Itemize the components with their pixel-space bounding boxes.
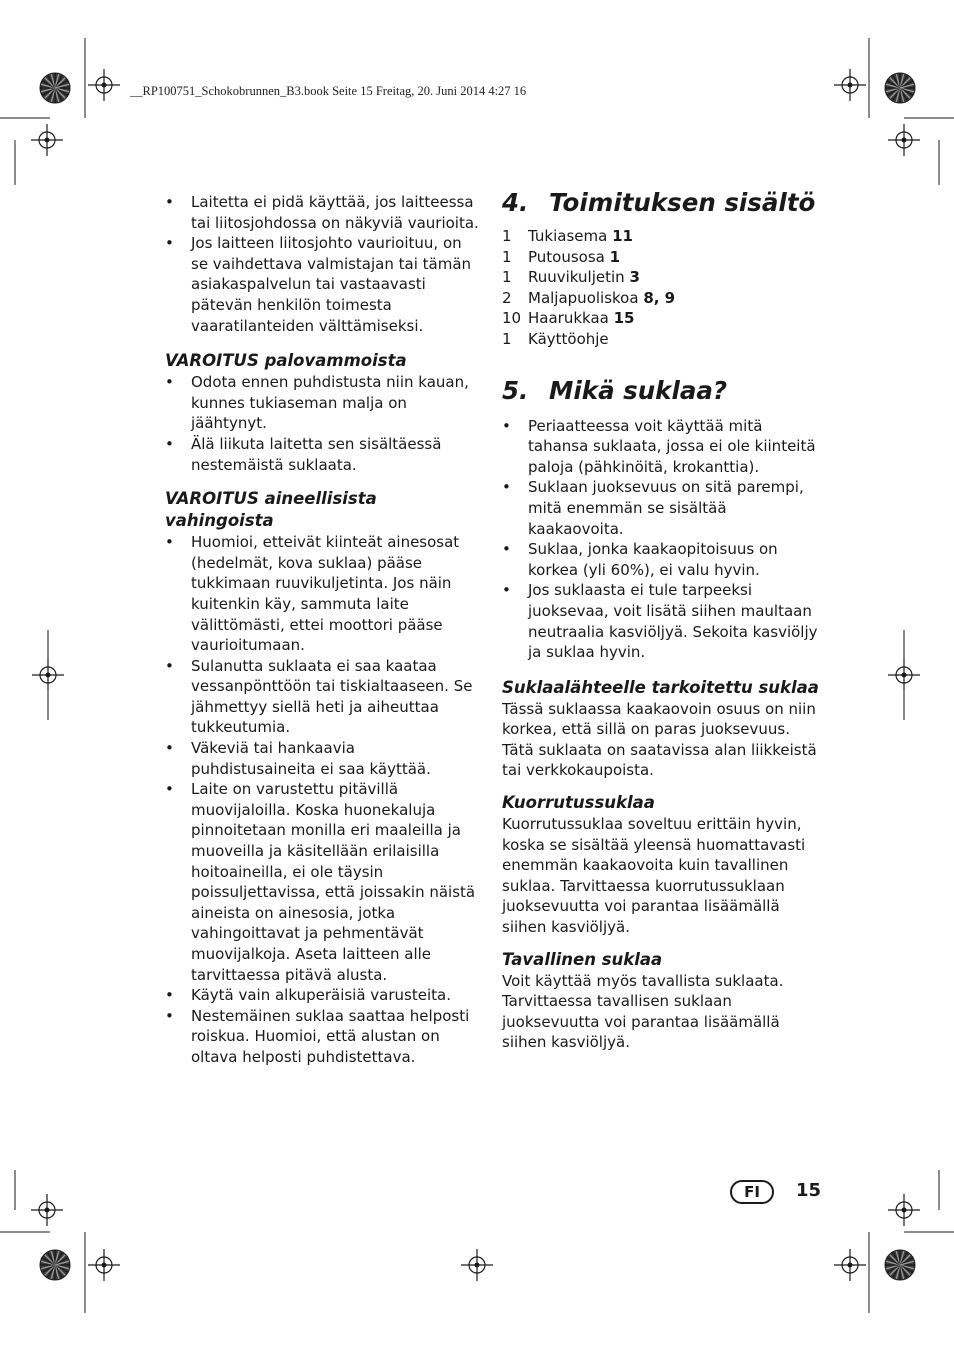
list-item: • Väkeviä tai hankaavia puhdistusaineita ei saa käyttää.: [165, 738, 483, 779]
bullet-list-general: [165, 192, 483, 336]
warning-heading-burns: VAROITUS palovammoista: [165, 351, 407, 371]
section-title: Mikä suklaa?: [549, 375, 728, 405]
list-item: [502, 267, 822, 288]
list-item: • Periaatteessa voit käyttää mitä tahansa suklaata, jossa ei ole kiinteitä paloja (pähkinöitä, krokanttia).: [502, 416, 822, 478]
crosshair-mark-icon: [88, 69, 120, 101]
list-item: [502, 308, 822, 329]
bullet-list-damage: [165, 532, 483, 1067]
list-item: • Älä liikuta laitetta sen sisältäessä nestemäistä suklaata.: [165, 434, 483, 475]
list-item: • Odota ennen puhdistusta niin kauan, kunnes tukiaseman malja on jäähtynyt.: [165, 372, 483, 434]
delivery-contents-list: [502, 226, 822, 350]
list-item: • Sulanutta suklaata ei saa kaataa vessanpönttöön tai tiskialtaaseen. Se jähmettyy siellä heti ja aiheuttaa tukkeutumia.: [165, 656, 483, 738]
crosshair-mark-icon: [834, 69, 866, 101]
bullet-list-chocolate: [502, 416, 822, 663]
item-quantity: 1: [502, 268, 512, 287]
color-registration-star-icon: [40, 1250, 70, 1280]
page-number: 15: [796, 1180, 822, 1201]
list-item: • Suklaan juoksevuus on sitä parempi, mitä enemmän se sisältää kaakaovoita.: [502, 477, 822, 539]
list-item: • Käytä vain alkuperäisiä varusteita.: [165, 985, 483, 1006]
list-item: • Jos suklaasta ei tule tarpeeksi juoksevaa, voit lisätä siihen maultaan neutraalia kasviöljyä. Sekoita kasviöljy ja suklaa hyvin.: [502, 580, 822, 662]
item-name: Tukiasema: [528, 227, 613, 245]
paragraph-fountain-chocolate: Tässä suklaassa kaakaovoin osuus on niin korkea, että sillä on paras juoksevuus. Tätä suklaata on saatavissa alan liikkeistä tai verkkokaupoista.: [502, 699, 817, 780]
warning-heading-damage: VAROITUS aineellisista vahingoista: [165, 489, 377, 531]
item-reference: 15: [613, 309, 635, 328]
crosshair-mark-icon: [888, 124, 920, 156]
item-quantity: 1: [502, 329, 512, 348]
item-reference: 1: [609, 247, 621, 266]
item-reference: 8, 9: [643, 288, 676, 307]
crosshair-mark-icon: [32, 659, 64, 691]
item-reference: 3: [629, 268, 640, 287]
bullet-list-burns: [165, 372, 483, 475]
subheading-fountain-chocolate: Suklaalähteelle tarkoitettu suklaa: [502, 677, 819, 697]
paragraph-regular-chocolate: Voit käyttää myös tavallista suklaata. Tarvittaessa tavallisen suklaan juoksevuutta voi parantaa lisäämällä siihen kasviöljyä.: [502, 971, 784, 1052]
item-name: Käyttöohje: [528, 329, 609, 348]
color-registration-star-icon: [40, 73, 70, 103]
section-heading-which-chocolate: [502, 376, 822, 406]
item-reference: 11: [612, 227, 633, 245]
crosshair-mark-icon: [31, 1194, 63, 1226]
crosshair-mark-icon: [888, 659, 920, 691]
subheading-coating-chocolate: Kuorrutussuklaa: [502, 793, 655, 813]
list-item: • Laitetta ei pidä käyttää, jos laitteessa tai liitosjohdossa on näkyviä vaurioita.: [165, 192, 483, 233]
crosshair-mark-icon: [888, 1194, 920, 1226]
item-name: Haarukkaa: [528, 309, 614, 328]
crosshair-mark-icon: [461, 1249, 493, 1281]
item-name: Ruuvikuljetin: [528, 268, 630, 287]
item-name: Maljapuoliskoa: [528, 288, 644, 307]
item-quantity: 1: [502, 227, 512, 245]
section-number: 4.: [502, 188, 529, 217]
language-badge: FI: [730, 1180, 774, 1204]
list-item: [502, 288, 822, 309]
list-item: • Laite on varustettu pitävillä muovijaloilla. Koska huonekaluja pinnoitetaan monilla eri maaleilla ja muoveilla ja käsitellään erilaisilla hoitoaineilla, ei ole täysin poissuljettavissa, että joissakin näistä aineista on ainesosia, jotka vahingoittavat ja pehmentävät muovijalkoja. Aseta laitteen alle tarvittaessa pitävä alusta.: [165, 779, 483, 985]
list-item: [502, 247, 822, 268]
item-quantity: 2: [502, 288, 512, 307]
crosshair-mark-icon: [834, 1249, 866, 1281]
crosshair-mark-icon: [31, 124, 63, 156]
crosshair-mark-icon: [88, 1249, 120, 1281]
color-registration-star-icon: [885, 1250, 915, 1280]
print-header-file-info: __RP100751_Schokobrunnen_B3.book Seite 15 Freitag, 20. Juni 2014 4:27 16: [130, 84, 527, 98]
list-item: [502, 226, 822, 247]
item-quantity: 10: [502, 309, 522, 328]
list-item: • Nestemäinen suklaa saattaa helposti roiskua. Huomioi, että alustan on oltava helposti puhdistettava.: [165, 1006, 483, 1068]
section-title: Toimituksen sisältö: [549, 188, 816, 217]
right-column: [502, 188, 822, 1053]
color-registration-star-icon: [885, 73, 915, 103]
list-item: • Jos laitteen liitosjohto vaurioituu, on se vaihdettava valmistajan tai tämän asiakaspalvelun tai vastaavasti pätevän henkilön toimesta vaaratilanteiden välttämiseksi.: [165, 233, 483, 336]
list-item: • Huomioi, etteivät kiinteät ainesosat (hedelmät, kova suklaa) pääse tukkimaan ruuvikuljetinta. Jos näin kuitenkin käy, sammuta laite välittömästi, ettei moottori pääse vaurioitumaan.: [165, 532, 483, 656]
paragraph-coating-chocolate: Kuorrutussuklaa soveltuu erittäin hyvin, koska se sisältää yleensä huomattavasti enemmän kaakaovoita kuin tavallinen suklaa. Tarvittaessa kuorrutussuklaan juoksevuutta voi parantaa lisäämällä siihen kasviöljyä.: [502, 815, 806, 937]
section-heading-delivery-contents: [502, 188, 822, 218]
list-item: • Suklaa, jonka kaakaopitoisuus on korkea (yli 60%), ei valu hyvin.: [502, 539, 822, 580]
left-column: [165, 192, 483, 1068]
item-quantity: 1: [502, 247, 512, 266]
item-name: Putousosa: [528, 247, 610, 266]
section-number: 5.: [502, 375, 529, 405]
subheading-regular-chocolate: Tavallinen suklaa: [502, 949, 663, 969]
list-item: [502, 329, 822, 350]
